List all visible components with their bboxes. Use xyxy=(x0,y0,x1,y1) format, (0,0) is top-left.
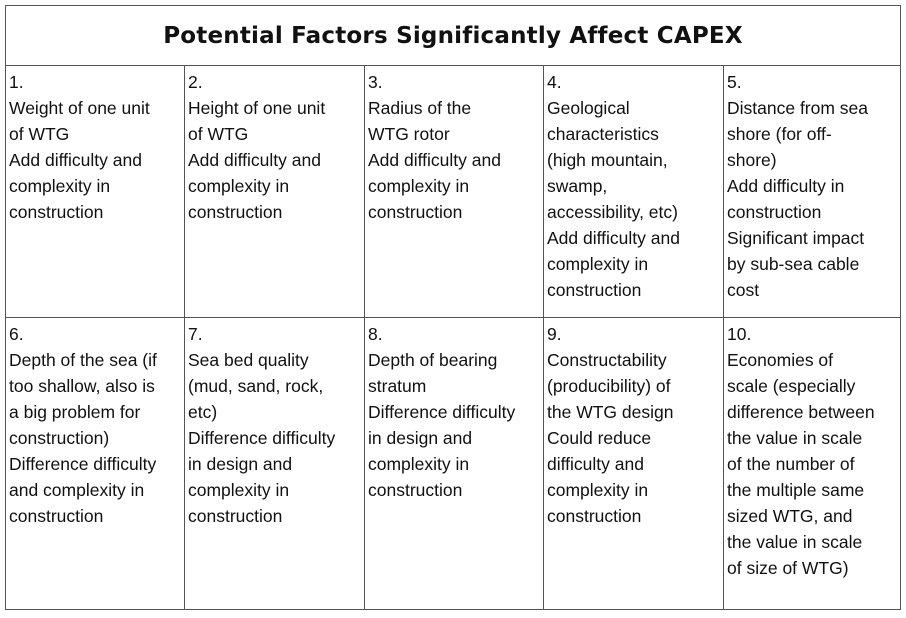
factor-cell-2 xyxy=(185,66,365,318)
factor-text-line: Radius of the xyxy=(368,98,472,118)
factor-number: 6. xyxy=(9,324,24,344)
factor-text-line: construction xyxy=(547,506,642,526)
factor-cell-9 xyxy=(544,318,724,609)
factor-text-line: complexity in xyxy=(547,480,649,500)
factor-text-line: scale (especially xyxy=(727,376,856,396)
factor-text-line: swamp, xyxy=(547,176,608,196)
factor-text-line: complexity in xyxy=(368,454,470,474)
factor-text-line: construction xyxy=(368,480,463,500)
factor-text-line: of WTG xyxy=(9,124,70,144)
factor-number: 7. xyxy=(188,324,203,344)
factor-text-line: Depth of bearing xyxy=(368,350,498,370)
factor-number: 10. xyxy=(727,324,752,344)
factor-text-line: accessibility, etc) xyxy=(547,202,678,222)
factor-text-line: of the number of xyxy=(727,454,855,474)
factor-cell-3 xyxy=(365,66,544,318)
factor-text-line: by sub-sea cable xyxy=(727,254,860,274)
factor-text-line: too shallow, also is xyxy=(9,376,155,396)
factor-number: 5. xyxy=(727,72,742,92)
factor-text-line: (high mountain, xyxy=(547,150,668,170)
factor-text-line: Depth of the sea (if xyxy=(9,350,157,370)
factor-text-line: of WTG xyxy=(188,124,249,144)
factor-text-line: construction xyxy=(368,202,463,222)
factor-text-line: and complexity in xyxy=(9,480,145,500)
factor-text-line: (producibility) of xyxy=(547,376,671,396)
factor-text-line: Economies of xyxy=(727,350,834,370)
factor-text-line: Add difficulty and xyxy=(547,228,680,248)
factor-cell-4 xyxy=(544,66,724,318)
factor-text-line: in design and xyxy=(188,454,293,474)
factor-text-line: the value in scale xyxy=(727,532,863,552)
factor-text-line: Geological xyxy=(547,98,630,118)
factor-text-line: characteristics xyxy=(547,124,659,144)
factor-text-line: Constructability xyxy=(547,350,667,370)
factor-text-line: shore) xyxy=(727,150,777,170)
table-title: Potential Factors Significantly Affect CAPEX xyxy=(6,6,900,66)
factor-text-line: the value in scale xyxy=(727,428,863,448)
factor-text-line: complexity in xyxy=(9,176,111,196)
factor-number: 2. xyxy=(188,72,203,92)
factors-grid xyxy=(6,66,900,609)
factor-text-line: Weight of one unit xyxy=(9,98,150,118)
factor-cell-8 xyxy=(365,318,544,609)
factor-text-line: shore (for off- xyxy=(727,124,832,144)
factor-cell-10 xyxy=(724,318,900,609)
factor-text-line: difference between xyxy=(727,402,875,422)
factor-text-line: Add difficulty and xyxy=(9,150,142,170)
factor-text-line: Difference difficulty xyxy=(188,428,336,448)
factor-cell-7 xyxy=(185,318,365,609)
factor-text-line: in design and xyxy=(368,428,473,448)
factor-text-line: Could reduce xyxy=(547,428,652,448)
factor-text-line: of size of WTG) xyxy=(727,558,849,578)
factor-text-line: construction) xyxy=(9,428,110,448)
factor-text-line: complexity in xyxy=(188,176,290,196)
factor-text-line: construction xyxy=(9,202,104,222)
factor-cell-6 xyxy=(6,318,185,609)
factor-text-line: difficulty and xyxy=(547,454,644,474)
factor-text-line: the WTG design xyxy=(547,402,674,422)
factor-text-line: Significant impact xyxy=(727,228,865,248)
factor-text-line: complexity in xyxy=(368,176,470,196)
factor-text-line: (mud, sand, rock, xyxy=(188,376,324,396)
factor-number: 1. xyxy=(9,72,24,92)
factor-text-line: Add difficulty and xyxy=(368,150,501,170)
factor-cell-1 xyxy=(6,66,185,318)
factor-number: 8. xyxy=(368,324,383,344)
factor-number: 4. xyxy=(547,72,562,92)
factor-text-line: Difference difficulty xyxy=(368,402,516,422)
factor-text-line: Difference difficulty xyxy=(9,454,157,474)
factor-text-line: WTG rotor xyxy=(368,124,450,144)
factor-text-line: complexity in xyxy=(188,480,290,500)
factor-cell-5 xyxy=(724,66,900,318)
factor-text-line: a big problem for xyxy=(9,402,141,422)
factor-text-line: Add difficulty in xyxy=(727,176,845,196)
factor-text-line: construction xyxy=(188,202,283,222)
factor-text-line: Distance from sea xyxy=(727,98,869,118)
factor-text-line: stratum xyxy=(368,376,427,396)
factor-text-line: Height of one unit xyxy=(188,98,326,118)
factor-text-line: construction xyxy=(9,506,104,526)
factor-text-line: construction xyxy=(547,280,642,300)
factor-text-line: etc) xyxy=(188,402,218,422)
factor-text-line: cost xyxy=(727,280,760,300)
factor-text-line: the multiple same xyxy=(727,480,865,500)
factor-number: 9. xyxy=(547,324,562,344)
factor-text-line: complexity in xyxy=(547,254,649,274)
factor-text-line: Add difficulty and xyxy=(188,150,321,170)
factor-text-line: construction xyxy=(727,202,822,222)
factor-text-line: construction xyxy=(188,506,283,526)
factor-number: 3. xyxy=(368,72,383,92)
factor-text-line: sized WTG, and xyxy=(727,506,853,526)
capex-factors-table xyxy=(5,5,901,610)
factor-text-line: Sea bed quality xyxy=(188,350,309,370)
